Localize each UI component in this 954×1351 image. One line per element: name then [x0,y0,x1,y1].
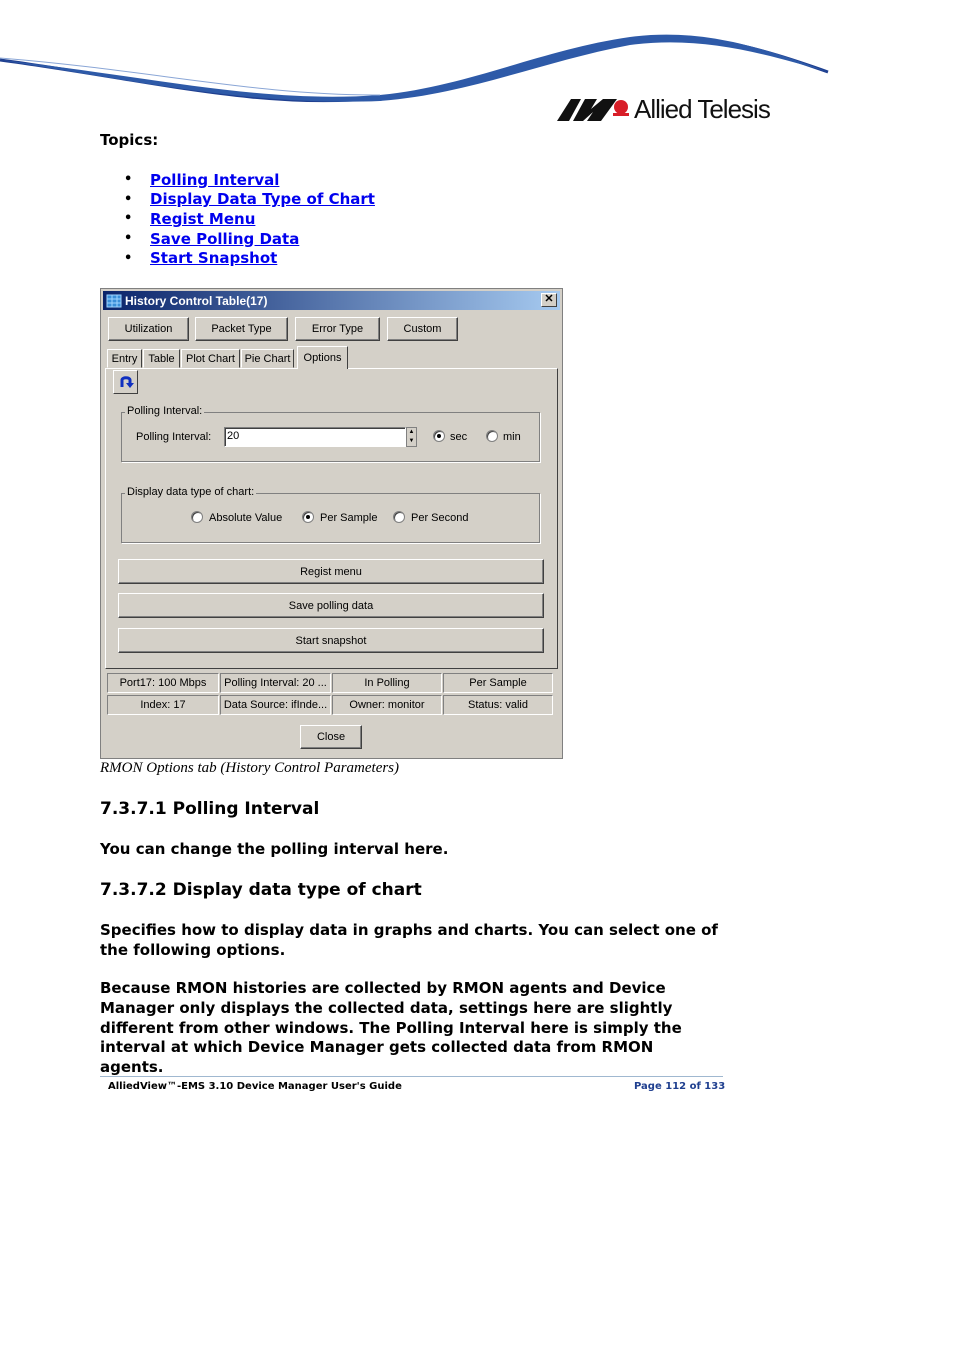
topic-link-regist-menu[interactable]: Regist Menu [150,209,256,228]
topic-link-polling-interval[interactable]: Polling Interval [150,170,280,189]
display-data-type-legend: Display data type of chart: [127,486,255,498]
custom-button[interactable]: Custom [387,317,458,341]
footer-page-number: Page 112 of 133 [634,1081,726,1092]
section-heading-polling-interval: 7.3.7.1 Polling Interval [100,799,320,819]
table-grid-icon [106,294,122,308]
packet-type-button[interactable]: Packet Type [195,317,288,341]
list-item: • Display Data Type of Chart [124,190,375,209]
list-item: • Save Polling Data [124,229,300,248]
polling-interval-input[interactable]: 20 [224,427,406,447]
status-data-source: Data Source: ifInde... [220,695,331,715]
logo-text: Allied Telesis [634,94,770,124]
status-owner: Owner: monitor [332,695,442,715]
absolute-value-label: Absolute Value [209,512,283,524]
per-second-radio[interactable] [393,511,405,523]
save-polling-data-button[interactable]: Save polling data [118,593,544,618]
figure-caption: RMON Options tab (History Control Parameters) [100,760,400,776]
section-text-rmon-note: Because RMON histories are collected by RMON agents and Device Manager only displays the collected data, settings here are slightly different from other windows. The Polling Interval here is simply the interval at which Device Manager gets collected data from RMON agents. [100,979,682,1077]
dialog-titlebar [103,291,560,310]
polling-interval-label: Polling Interval: [136,431,212,443]
polling-interval-spinner[interactable]: ▲ ▼ [406,427,417,447]
per-sample-radio[interactable] [302,511,314,523]
topics-title: Topics: [100,131,159,149]
tab-table[interactable]: Table [143,349,180,368]
list-item: • Regist Menu [124,209,256,228]
status-valid: Status: valid [443,695,553,715]
window-close-button[interactable]: ✕ [541,293,557,307]
regist-menu-button[interactable]: Regist menu [118,559,544,584]
utilization-button[interactable]: Utilization [108,317,189,341]
status-data-type: Per Sample [443,673,553,693]
tab-entry[interactable]: Entry [107,349,142,368]
status-polling-state: In Polling [332,673,442,693]
footer-guide-title: AlliedView™-EMS 3.10 Device Manager User's Guide [108,1081,402,1092]
polling-interval-legend: Polling Interval: [127,405,203,417]
tab-options[interactable]: Options [297,346,348,369]
unit-min-label: min [503,431,521,443]
refresh-arrow-icon [118,374,134,390]
footer-divider [100,1076,723,1077]
absolute-value-radio[interactable] [191,511,203,523]
tab-plot-chart[interactable]: Plot Chart [181,349,240,368]
section-text-display-options: Specifies how to display data in graphs and charts. You can select one of the following options. [100,921,718,959]
header-swoosh [0,0,954,130]
tab-pie-chart[interactable]: Pie Chart [241,349,294,368]
topic-link-start-snapshot[interactable]: Start Snapshot [150,249,278,268]
start-snapshot-button[interactable]: Start snapshot [118,628,544,653]
error-type-button[interactable]: Error Type [295,317,380,341]
refresh-button[interactable] [113,370,138,394]
topic-link-display-data-type[interactable]: Display Data Type of Chart [150,190,375,209]
section-text-polling-interval: You can change the polling interval here. [100,840,449,858]
close-button[interactable]: Close [300,725,362,749]
status-polling-interval: Polling Interval: 20 ... [220,673,331,693]
unit-sec-label: sec [450,431,468,443]
per-second-label: Per Second [411,512,469,524]
topic-link-save-polling-data[interactable]: Save Polling Data [150,229,300,248]
status-port: Port17: 100 Mbps [107,673,219,693]
dialog-title: History Control Table(17) [125,293,268,308]
unit-min-radio[interactable] [486,430,498,442]
unit-sec-radio[interactable] [433,430,445,442]
per-sample-label: Per Sample [320,512,378,524]
topics-list [124,170,375,268]
list-item: • Start Snapshot [124,249,278,268]
history-control-dialog [100,288,563,759]
section-heading-display-data-type: 7.3.7.2 Display data type of chart [100,880,422,900]
status-index: Index: 17 [107,695,219,715]
list-item: • Polling Interval [124,170,280,189]
